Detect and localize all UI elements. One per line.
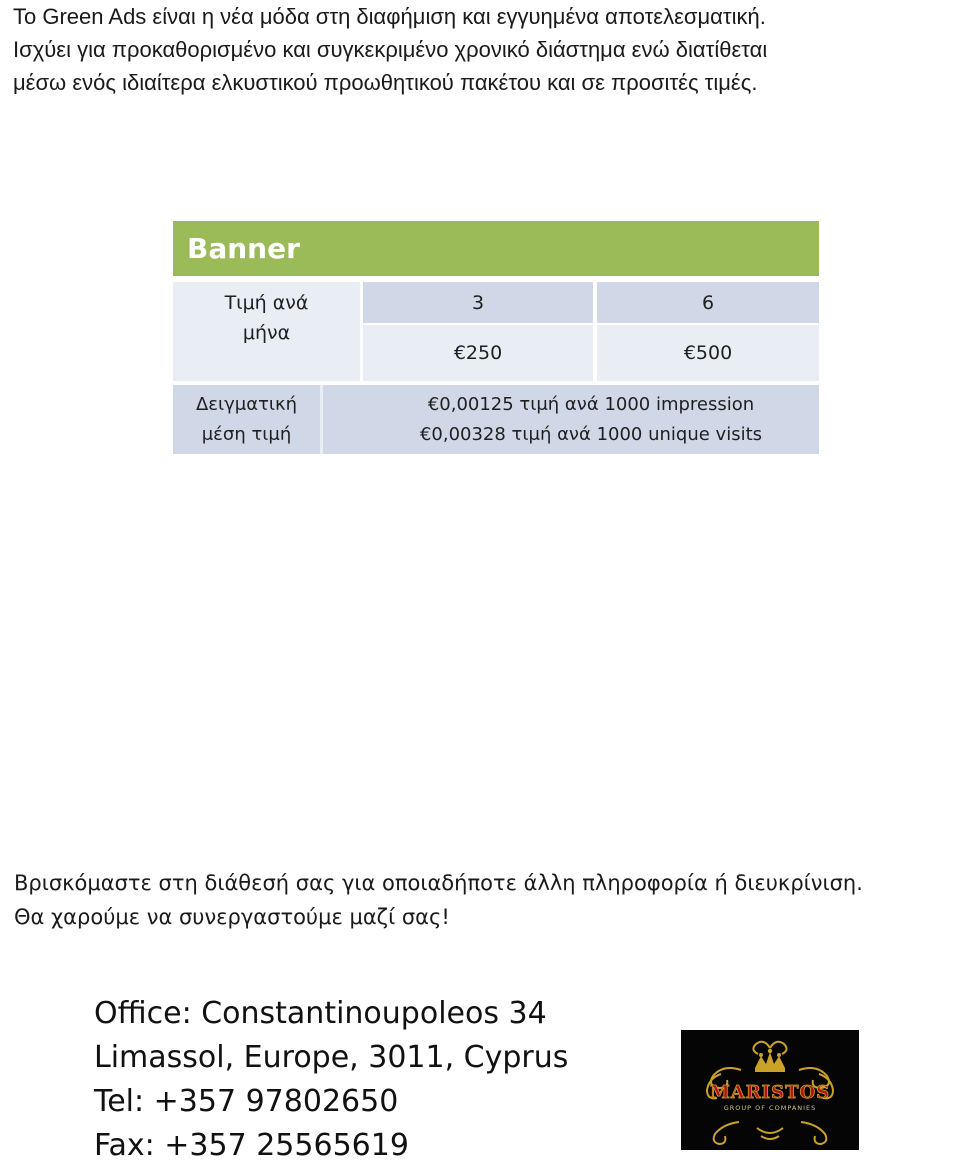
sample-line: €0,00328 τιμή ανά 1000 unique visits	[419, 423, 763, 445]
banner-pricing-table	[173, 221, 819, 454]
months-value: 6	[701, 291, 715, 314]
price-label: Τιμή ανά μήνα	[224, 292, 309, 344]
price-label-cell	[173, 282, 360, 381]
closing-text	[14, 866, 954, 934]
months-3-cell	[363, 282, 593, 323]
pricing-header: Banner	[173, 221, 819, 276]
price-value: €250	[453, 342, 503, 364]
crown-ornament-icon	[681, 1030, 859, 1150]
fax-line: Fax: +357 25565619	[94, 1128, 409, 1163]
months-6-cell	[597, 282, 819, 323]
intro-text	[13, 0, 953, 99]
price-3-cell	[363, 325, 593, 381]
sample-label: Δειγματική μέση τιμή	[195, 393, 298, 445]
address-line: Limassol, Europe, 3011, Cyprus	[94, 1040, 569, 1075]
closing-line: Θα χαρούμε να συνεργαστούμε μαζί σας!	[14, 905, 450, 929]
months-value: 3	[471, 291, 485, 314]
intro-line: Ισχύει για προκαθορισμένο και συγκεκριμένο χρονικό διάστημα ενώ διατίθεται	[13, 37, 768, 62]
svg-text:GROUP OF COMPANIES: GROUP OF COMPANIES	[723, 1104, 817, 1112]
sample-line: €0,00125 τιμή ανά 1000 impression	[427, 393, 755, 415]
intro-line: μέσω ενός ιδιαίτερα ελκυστικού προωθητικού πακέτου και σε προσιτές τιμές.	[13, 70, 758, 95]
sample-label-cell	[173, 385, 320, 454]
contact-info	[94, 992, 654, 1168]
maristos-logo	[681, 1030, 859, 1150]
office-line: Office: Constantinoupoleos 34	[94, 996, 547, 1031]
price-6-cell	[597, 325, 819, 381]
sample-values-cell	[323, 385, 819, 454]
closing-line: Βρισκόμαστε στη διάθεσή σας για οποιαδήποτε άλλη πληροφορία ή διευκρίνιση.	[14, 871, 863, 895]
price-value: €500	[683, 342, 733, 364]
intro-line: To Green Ads είναι η νέα μόδα στη διαφήμιση και εγγυημένα αποτελεσματική.	[13, 4, 766, 29]
svg-text:MARISTOS: MARISTOS	[709, 1082, 831, 1103]
tel-line: Tel: +357 97802650	[94, 1084, 399, 1119]
